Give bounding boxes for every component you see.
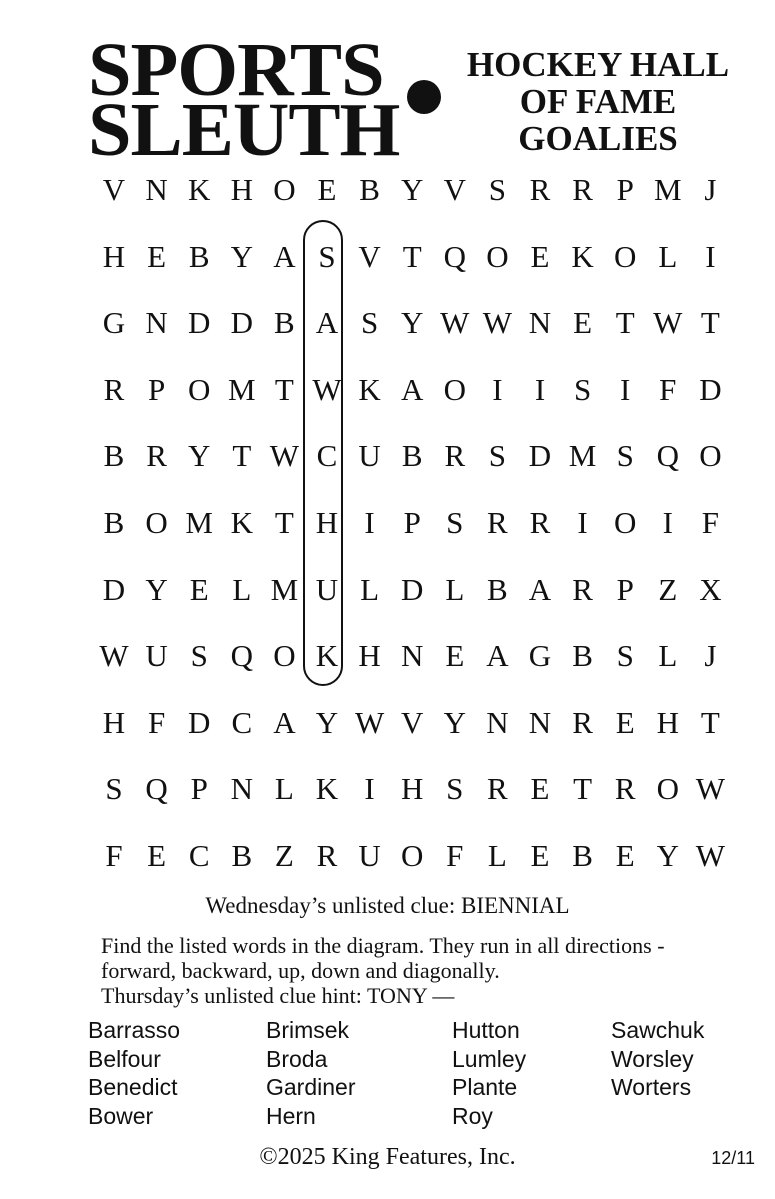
grid-cell: W	[653, 305, 683, 341]
grid-cell: Y	[443, 704, 466, 740]
grid-cell: E	[530, 238, 550, 274]
grid-cell: K	[230, 505, 253, 540]
grid-cell: R	[146, 438, 167, 474]
grid-cell: O	[613, 238, 637, 274]
grid-cell: S	[488, 438, 507, 474]
grid-cell: U	[315, 571, 339, 607]
grid-cell: A	[486, 638, 509, 674]
grid-cell: V	[102, 172, 126, 207]
grid-cell: L	[658, 638, 678, 674]
grid-cell: M	[228, 371, 256, 407]
word-list-item: Bower	[88, 1102, 154, 1129]
grid-cell: F	[105, 838, 123, 873]
grid-cell: S	[488, 172, 507, 207]
grid-cell: L	[232, 571, 252, 607]
grid-cell: H	[400, 771, 424, 807]
word-list	[0, 1016, 775, 1136]
instructions-line-1: Find the listed words in the diagram. They run in all directions -	[101, 933, 665, 958]
grid-cell: S	[190, 638, 208, 674]
grid-cell: R	[444, 438, 466, 474]
grid-cell: O	[273, 172, 296, 207]
grid-cell: V	[358, 238, 381, 274]
grid-cell: T	[274, 505, 294, 540]
grid-cell: R	[529, 505, 551, 540]
grid-cell: F	[446, 838, 464, 873]
grid-cell: O	[400, 838, 424, 873]
grid-cell: W	[99, 638, 129, 674]
grid-cell: B	[188, 238, 210, 274]
grid-cell: K	[571, 238, 594, 274]
grid-cell: M	[270, 571, 299, 607]
word-list-item: Worsley	[611, 1045, 694, 1072]
grid-cell: R	[487, 771, 508, 807]
grid-cell: T	[615, 305, 635, 341]
grid-cell: N	[528, 704, 552, 740]
grid-cell: I	[364, 505, 375, 540]
grid-cell: C	[231, 704, 253, 740]
word-list-item: Roy	[452, 1102, 493, 1129]
grid-cell: O	[656, 771, 679, 807]
word-list-item: Hern	[266, 1102, 316, 1129]
grid-cell: R	[572, 172, 593, 207]
grid-cell: P	[616, 172, 634, 207]
grid-cell: H	[358, 638, 381, 674]
grid-cell: W	[482, 305, 513, 341]
grid-cell: W	[354, 704, 385, 740]
word-list-item: Sawchuk	[611, 1017, 705, 1043]
grid-cell: A	[273, 238, 296, 274]
grid-cell: E	[615, 704, 635, 740]
grid-cell: T	[232, 438, 252, 474]
grid-cell: O	[273, 638, 296, 674]
grid-cell: B	[572, 838, 593, 873]
grid-cell: M	[654, 172, 682, 207]
grid-cell: K	[315, 771, 339, 807]
grid-cell: Q	[145, 771, 168, 807]
grid-cell: G	[102, 305, 126, 341]
grid-cell: M	[185, 505, 213, 540]
grid-cell: E	[147, 238, 167, 274]
word-list-item: Hutton	[452, 1017, 520, 1043]
grid-cell: B	[103, 505, 125, 540]
grid-cell: O	[187, 371, 211, 407]
grid-cell: Q	[656, 438, 679, 474]
grid-cell: S	[573, 371, 592, 407]
grid-cell: U	[145, 638, 168, 674]
grid-cell: A	[528, 571, 552, 607]
grid-cell: A	[400, 371, 424, 407]
grid-cell: D	[699, 371, 722, 407]
grid-cell: Q	[443, 238, 466, 274]
grid-cell: I	[577, 505, 588, 540]
grid-cell: B	[359, 172, 380, 207]
grid-cell: E	[445, 638, 465, 674]
grid-cell: C	[188, 838, 210, 873]
copyright: ©2025 King Features, Inc.	[259, 1144, 516, 1170]
grid-cell: F	[701, 505, 720, 540]
grid-cell: B	[103, 438, 125, 474]
grid-cell: V	[400, 704, 424, 740]
grid-cell: D	[102, 571, 126, 607]
grid-cell: S	[318, 238, 336, 274]
grid-cell: U	[358, 838, 381, 873]
grid-cell: T	[700, 704, 720, 740]
grid-cell: R	[103, 371, 125, 407]
grid-cell: S	[446, 505, 464, 540]
grid-cell: K	[358, 371, 381, 407]
grid-cell: T	[274, 371, 294, 407]
word-list-item: Belfour	[88, 1045, 161, 1072]
grid-cell: O	[699, 438, 722, 474]
grid-cell: W	[695, 771, 726, 807]
grid-cell: Q	[230, 638, 253, 674]
grid-cell: K	[187, 172, 211, 207]
word-list-item: Lumley	[452, 1045, 527, 1072]
theme-line-3: GOALIES	[518, 119, 678, 158]
grid-cell: E	[573, 305, 593, 341]
grid-cell: P	[616, 571, 634, 607]
grid-cell: L	[274, 771, 294, 807]
grid-cell: L	[445, 571, 465, 607]
word-list-item: Barrasso	[88, 1017, 181, 1043]
grid-cell: N	[145, 305, 168, 341]
grid-cell: Z	[274, 838, 294, 873]
grid-cell: E	[530, 771, 550, 807]
grid-cell: D	[187, 704, 211, 740]
theme-line-2: OF FAME	[519, 82, 677, 121]
grid-cell: S	[105, 771, 123, 807]
grid-cell: Y	[400, 172, 424, 207]
grid-cell: B	[401, 438, 423, 474]
date-label: 12/11	[711, 1148, 755, 1168]
grid-cell: N	[400, 638, 424, 674]
grid-cell: N	[230, 771, 253, 807]
grid-cell: E	[147, 838, 167, 873]
grid-cell: V	[443, 172, 466, 207]
grid-cell: A	[273, 704, 296, 740]
grid-cell: G	[528, 638, 552, 674]
word-list-item: Benedict	[88, 1074, 178, 1100]
word-list-item: Broda	[266, 1045, 328, 1072]
grid-cell: D	[187, 305, 211, 341]
grid-cell: F	[659, 371, 677, 407]
theme-line-1: HOCKEY HALL	[466, 45, 730, 84]
grid-cell: B	[572, 638, 593, 674]
word-list-item: Brimsek	[266, 1017, 350, 1043]
grid-cell: W	[440, 305, 470, 341]
grid-cell: L	[487, 838, 507, 873]
grid-cell: E	[530, 838, 550, 873]
grid-cell: H	[230, 172, 253, 207]
grid-cell: H	[102, 238, 126, 274]
grid-cell: P	[403, 505, 421, 540]
grid-cell: R	[614, 771, 636, 807]
grid-cell: Y	[230, 238, 253, 274]
grid-cell: H	[656, 704, 679, 740]
word-list-item: Gardiner	[266, 1074, 356, 1100]
wednesday-clue: Wednesday’s unlisted clue: BIENNIAL	[205, 893, 570, 918]
grid-cell: W	[695, 838, 726, 873]
title-line-1: SPORTS	[88, 28, 384, 112]
grid-cell: E	[189, 571, 209, 607]
grid-cell: R	[572, 704, 593, 740]
word-list-item: Worters	[611, 1074, 692, 1100]
grid-cell: S	[446, 771, 464, 807]
instructions-line-2: forward, backward, up, down and diagonally.	[101, 958, 500, 983]
grid-cell: P	[190, 771, 208, 807]
grid-cell: T	[402, 238, 422, 274]
instructions-line-3: Thursday’s unlisted clue hint: TONY —	[101, 983, 455, 1008]
word-list-item: Plante	[452, 1074, 518, 1100]
grid-cell: D	[528, 438, 552, 474]
grid-cell: H	[102, 704, 126, 740]
grid-cell: I	[364, 771, 375, 807]
answer-circle	[303, 220, 343, 686]
grid-cell: M	[568, 438, 597, 474]
grid-cell: W	[312, 371, 342, 407]
grid-cell: N	[528, 305, 552, 341]
grid-cell: N	[486, 704, 509, 740]
grid-cell: Y	[187, 438, 211, 474]
grid-cell: L	[360, 571, 380, 607]
grid-cell: T	[700, 305, 720, 341]
grid-cell: N	[145, 172, 168, 207]
grid-cell: R	[487, 505, 508, 540]
grid-cell: A	[315, 305, 339, 341]
grid-cell: F	[147, 704, 166, 740]
grid-cell: I	[534, 371, 546, 407]
grid-cell: B	[231, 838, 253, 873]
title-line-2: SLEUTH	[88, 88, 400, 172]
grid-cell: B	[487, 571, 508, 607]
grid-cell: S	[616, 638, 634, 674]
grid-cell: J	[704, 638, 717, 674]
grid-cell: Y	[400, 305, 424, 341]
grid-cell: R	[316, 838, 338, 873]
grid-cell: O	[443, 371, 466, 407]
grid-cell: Y	[656, 838, 679, 873]
grid-cell: O	[486, 238, 509, 274]
grid-cell: I	[620, 371, 631, 407]
grid-cell: D	[400, 571, 424, 607]
grid-cell: K	[315, 638, 339, 674]
grid-cell: D	[230, 305, 253, 341]
grid-cell: L	[658, 238, 678, 274]
grid-cell: J	[704, 172, 717, 207]
instructions	[101, 933, 751, 1008]
grid-cell: Y	[315, 704, 339, 740]
grid-cell: I	[705, 238, 716, 274]
grid-cell: C	[316, 438, 338, 474]
grid-cell: X	[699, 571, 722, 607]
grid-cell: O	[145, 505, 168, 540]
grid-cell: Z	[658, 571, 678, 607]
grid-cell: I	[662, 505, 673, 540]
grid-cell: O	[613, 505, 637, 540]
grid-cell: U	[358, 438, 381, 474]
grid-cell: B	[274, 305, 295, 341]
grid-cell: S	[616, 438, 634, 474]
grid-cell: T	[573, 771, 593, 807]
grid-cell: E	[615, 838, 635, 873]
grid-cell: R	[529, 172, 551, 207]
grid-cell: W	[269, 438, 300, 474]
grid-cell: P	[147, 371, 166, 407]
grid-cell: I	[492, 371, 503, 407]
grid-cell: H	[315, 505, 339, 540]
grid-cell: R	[572, 571, 593, 607]
grid-cell: E	[317, 172, 337, 207]
grid-cell: Y	[145, 571, 168, 607]
grid-cell: S	[360, 305, 379, 341]
